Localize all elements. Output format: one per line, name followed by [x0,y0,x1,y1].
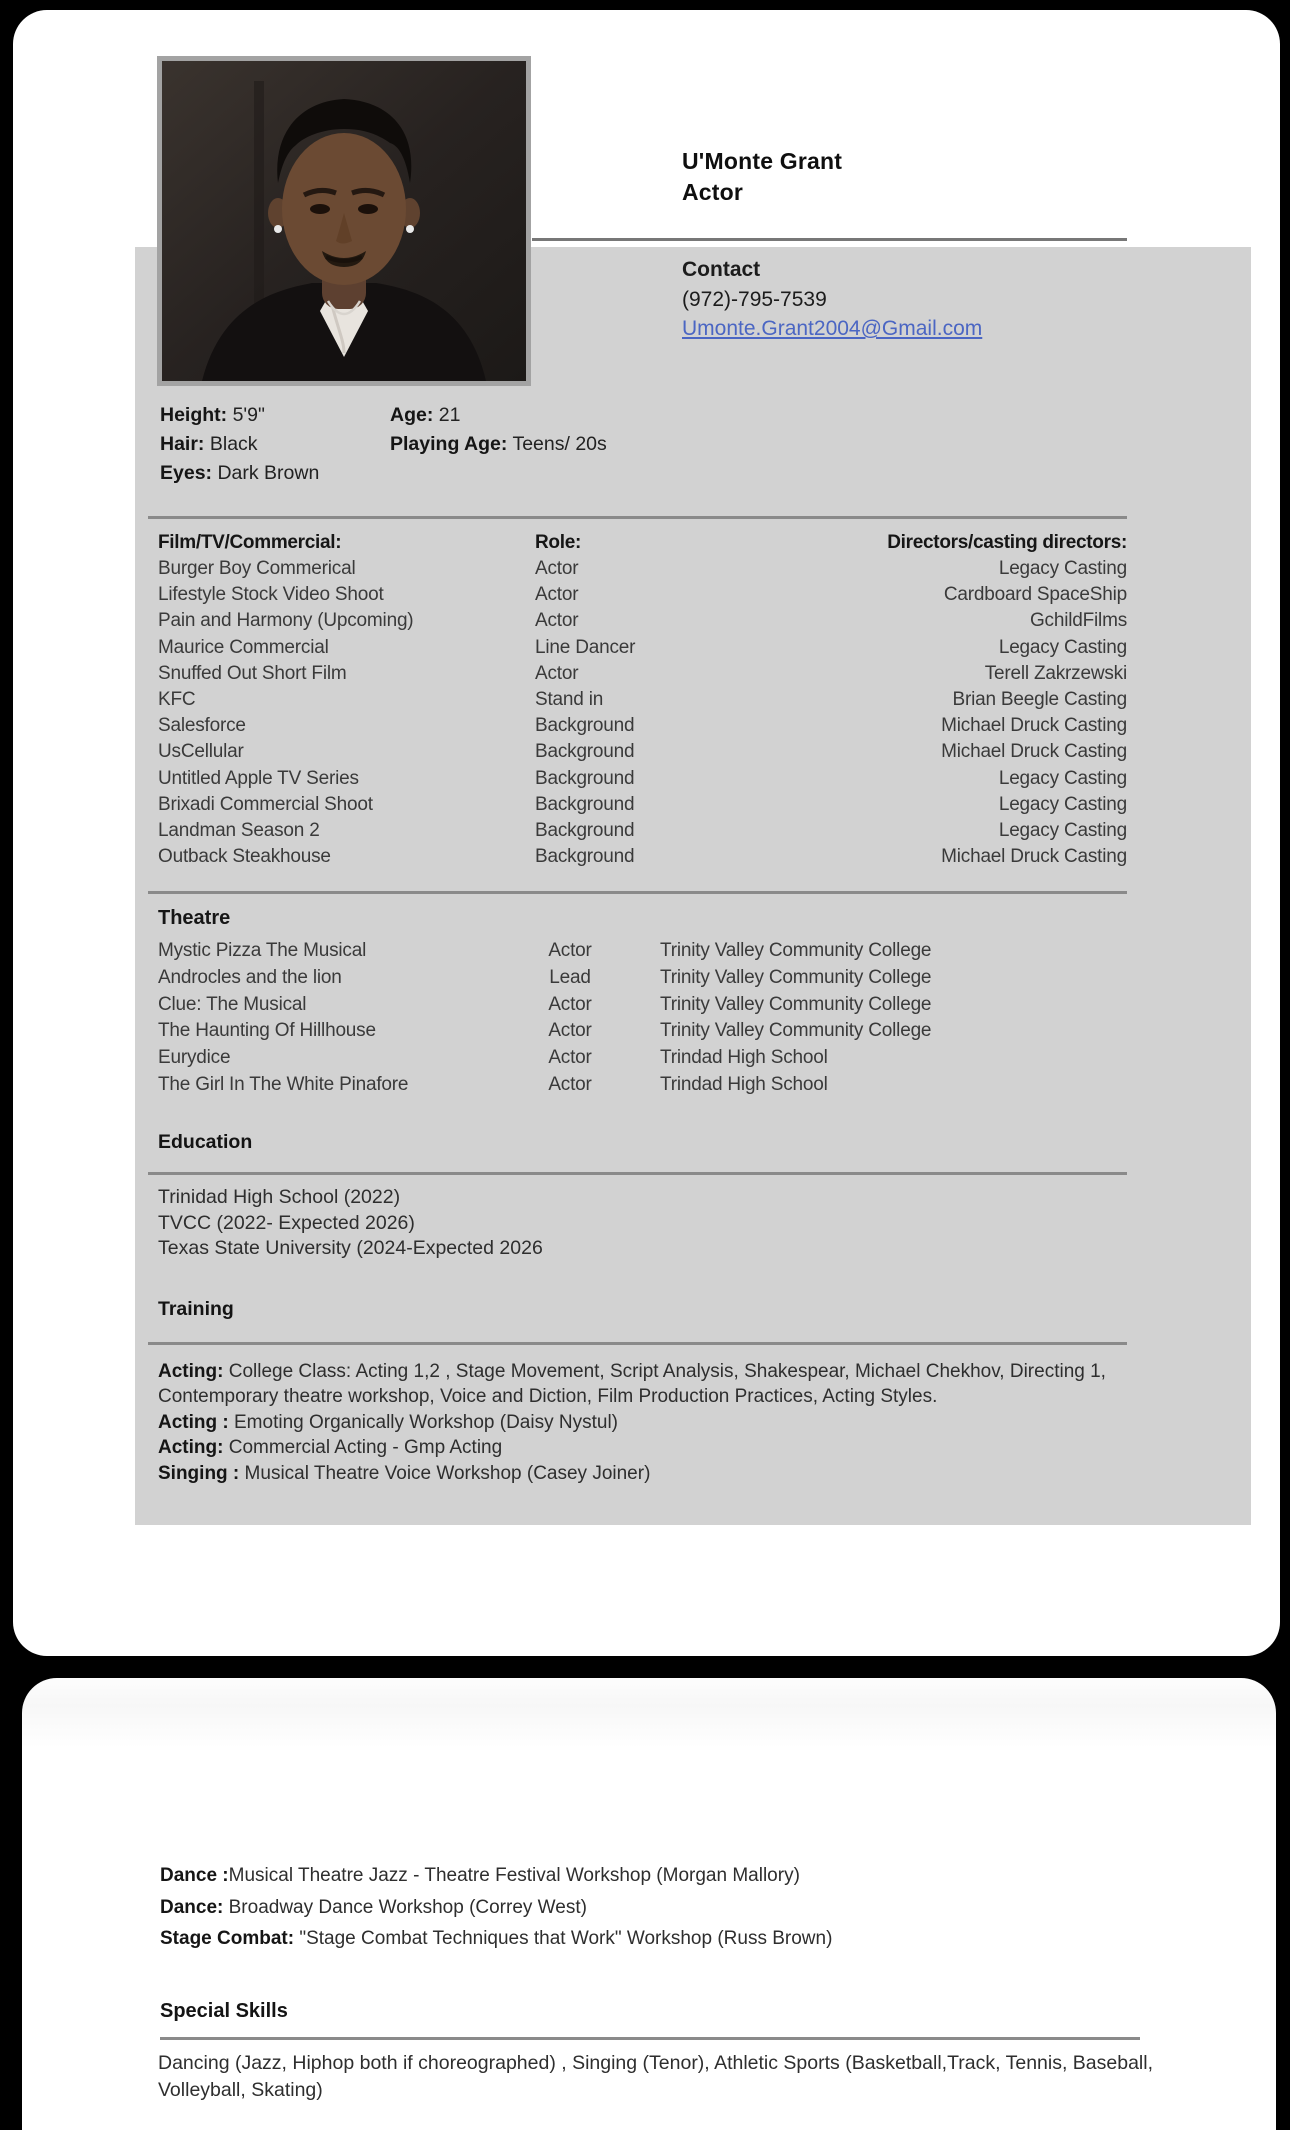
theatre-row [158,992,1070,1019]
theatre-role: Actor [548,993,592,1015]
film-role: Line Dancer [535,636,636,658]
stat-value: 5'9" [227,404,265,426]
film-row [158,792,1127,818]
stat-line [160,401,319,430]
training-label: Acting : [158,1411,229,1433]
email-link[interactable]: Umonte.Grant2004@Gmail.com [682,317,983,340]
film-role: Actor [535,662,579,684]
film-role: Background [535,767,635,789]
film-role: Actor [535,558,579,579]
film-title: KFC [158,688,196,710]
film-title: Maurice Commercial [158,636,329,658]
theatre-role: Actor [548,1073,592,1095]
education-heading: Education [158,1131,253,1153]
film-director: Cardboard SpaceShip [943,584,1127,606]
divider-under-special-skills [160,2037,1140,2040]
training-item [158,1410,1140,1435]
stat-line [390,430,607,459]
theatre-role: Actor [548,940,592,961]
film-table-header [158,530,1127,556]
film-title: Burger Boy Commerical [158,558,356,579]
divider-above-theatre [148,891,1127,894]
training-text: Commercial Acting - Gmp Acting [223,1437,503,1459]
theatre-role: Actor [548,1020,592,1042]
training-label: Dance : [160,1865,229,1886]
training-text: Broadway Dance Workshop (Correy West) [223,1896,587,1918]
film-director: Brian Beegle Casting [952,688,1127,710]
theatre-table-rows [158,938,1070,1099]
theatre-venue: Trindad High School [660,1073,828,1095]
stat-value: Dark Brown [212,462,320,484]
training-item [158,1461,1140,1486]
film-role: Background [535,846,635,868]
theatre-heading: Theatre [158,907,231,929]
phone-number: (972)-795-7539 [682,287,827,311]
education-list [158,1185,543,1262]
training-text: Emoting Organically Workshop (Daisy Nystul) [228,1411,618,1433]
film-header-role: Role: [535,532,582,553]
training-text: Musical Theatre Jazz - Theatre Festival Workshop (Morgan Mallory) [228,1865,800,1886]
stat-line [390,401,607,430]
stat-label: Age: [390,404,434,426]
film-role: Actor [535,584,579,606]
training-item [160,1860,1170,1892]
theatre-venue: Trinity Valley Community College [660,966,932,988]
education-item: TVCC (2022- Expected 2026) [158,1211,415,1234]
theatre-row [158,1072,1070,1099]
film-row [158,582,1127,608]
film-director: Legacy Casting [998,793,1127,815]
film-role: Background [535,715,635,737]
theatre-role: Lead [549,966,591,988]
film-director: Michael Druck Casting [941,715,1127,737]
training-label: Acting: [158,1361,224,1382]
special-skills-heading: Special Skills [160,2000,288,2022]
theatre-row [158,1045,1070,1072]
film-header-title: Film/TV/Commercial: [158,532,342,553]
film-director: Legacy Casting [998,636,1127,658]
training-item [160,1923,1170,1955]
film-title: Brixadi Commercial Shoot [158,793,373,815]
film-title: Salesforce [158,715,246,737]
theatre-role: Actor [548,1047,592,1069]
theatre-title: Eurydice [158,1047,231,1069]
film-row [158,661,1127,687]
theatre-title: Mystic Pizza The Musical [158,940,367,961]
training-text: Musical Theatre Voice Workshop (Casey Joiner) [239,1462,651,1484]
film-role: Background [535,741,635,763]
film-row [158,766,1127,792]
film-row [158,556,1127,582]
identity-block [682,146,842,208]
film-director: GchildFilms [1029,610,1127,632]
film-header-director: Directors/casting directors: [887,532,1127,553]
training-label: Acting: [158,1437,224,1459]
theatre-title: Androcles and the lion [158,966,342,988]
headshot-photo [157,56,531,386]
theatre-venue: Trinity Valley Community College [660,993,932,1015]
education-item: Trinidad High School (2022) [158,1186,401,1208]
training-item [160,1892,1170,1924]
film-role: Actor [535,610,579,632]
training-heading: Training [158,1298,234,1320]
actor-name: U'Monte Grant [682,148,843,174]
training-text: "Stage Combat Techniques that Work" Workshop (Russ Brown) [294,1928,833,1949]
training-label: Stage Combat: [160,1928,295,1949]
theatre-title: The Haunting Of Hillhouse [158,1020,376,1042]
theatre-row [158,938,1070,965]
special-skills-text: Dancing (Jazz, Hiphop both if choreographed) , Singing (Tenor), Athletic Sports (Basketball,Track, Tennis, Baseball, Volleyball, Skating) [158,2052,1154,2101]
film-title: UsCellular [158,741,244,763]
film-row [158,844,1127,870]
theatre-venue: Trindad High School [660,1047,828,1069]
stat-label: Height: [160,404,228,426]
film-role: Stand in [535,688,604,710]
training-list [158,1359,1140,1486]
stat-label: Hair: [160,433,205,455]
training-label: Dance: [160,1896,224,1918]
film-director: Legacy Casting [998,558,1127,579]
training-continued-list [160,1860,1170,1955]
film-director: Michael Druck Casting [941,741,1127,763]
contact-block [682,255,982,344]
film-table-rows [158,556,1127,870]
stats-column-left [160,401,319,488]
actor-title: Actor [682,179,744,205]
stats-column-right [390,401,607,459]
film-row [158,713,1127,739]
training-label: Singing : [158,1462,240,1484]
headshot-illustration [162,61,526,381]
film-title: Snuffed Out Short Film [158,662,347,684]
film-role: Background [535,819,635,841]
film-director: Michael Druck Casting [941,846,1127,868]
theatre-row [158,1018,1070,1045]
theatre-venue: Trinity Valley Community College [660,940,932,961]
film-director: Legacy Casting [998,819,1127,841]
training-item [158,1435,1140,1460]
stat-value: 21 [433,404,461,426]
film-title: Landman Season 2 [158,819,320,841]
film-title: Untitled Apple TV Series [158,767,359,789]
film-row [158,635,1127,661]
theatre-row [158,965,1070,992]
stat-line [160,430,319,459]
film-row [158,739,1127,765]
film-director: Legacy Casting [998,767,1127,789]
film-role: Background [535,793,635,815]
stat-line [160,459,319,488]
training-text: College Class: Acting 1,2 , Stage Movement, Script Analysis, Shakespear, Michael Chekhov, Directing 1, Contemporary theatre workshop, Voice and Diction, Film Production Practices, Acting Styles. [158,1361,1106,1408]
film-director: Terell Zakrzewski [984,662,1127,684]
stat-value: Black [204,433,258,455]
stat-label: Eyes: [160,462,213,484]
divider-under-education-heading [148,1172,1127,1175]
divider-under-training-heading [148,1342,1127,1345]
theatre-title: Clue: The Musical [158,993,307,1015]
education-item: Texas State University (2024-Expected 2026 [158,1237,543,1260]
stat-value: Teens/ 20s [507,433,607,455]
film-title: Lifestyle Stock Video Shoot [158,584,384,606]
training-item [158,1359,1140,1410]
divider-above-contact [532,238,1127,241]
film-row [158,818,1127,844]
divider-under-stats [148,516,1127,519]
film-title: Pain and Harmony (Upcoming) [158,610,414,632]
film-title: Outback Steakhouse [158,846,331,868]
film-row [158,687,1127,713]
stat-label: Playing Age: [390,433,508,455]
film-row [158,608,1127,634]
theatre-title: The Girl In The White Pinafore [158,1073,409,1095]
theatre-venue: Trinity Valley Community College [660,1020,932,1042]
contact-heading: Contact [682,258,761,281]
